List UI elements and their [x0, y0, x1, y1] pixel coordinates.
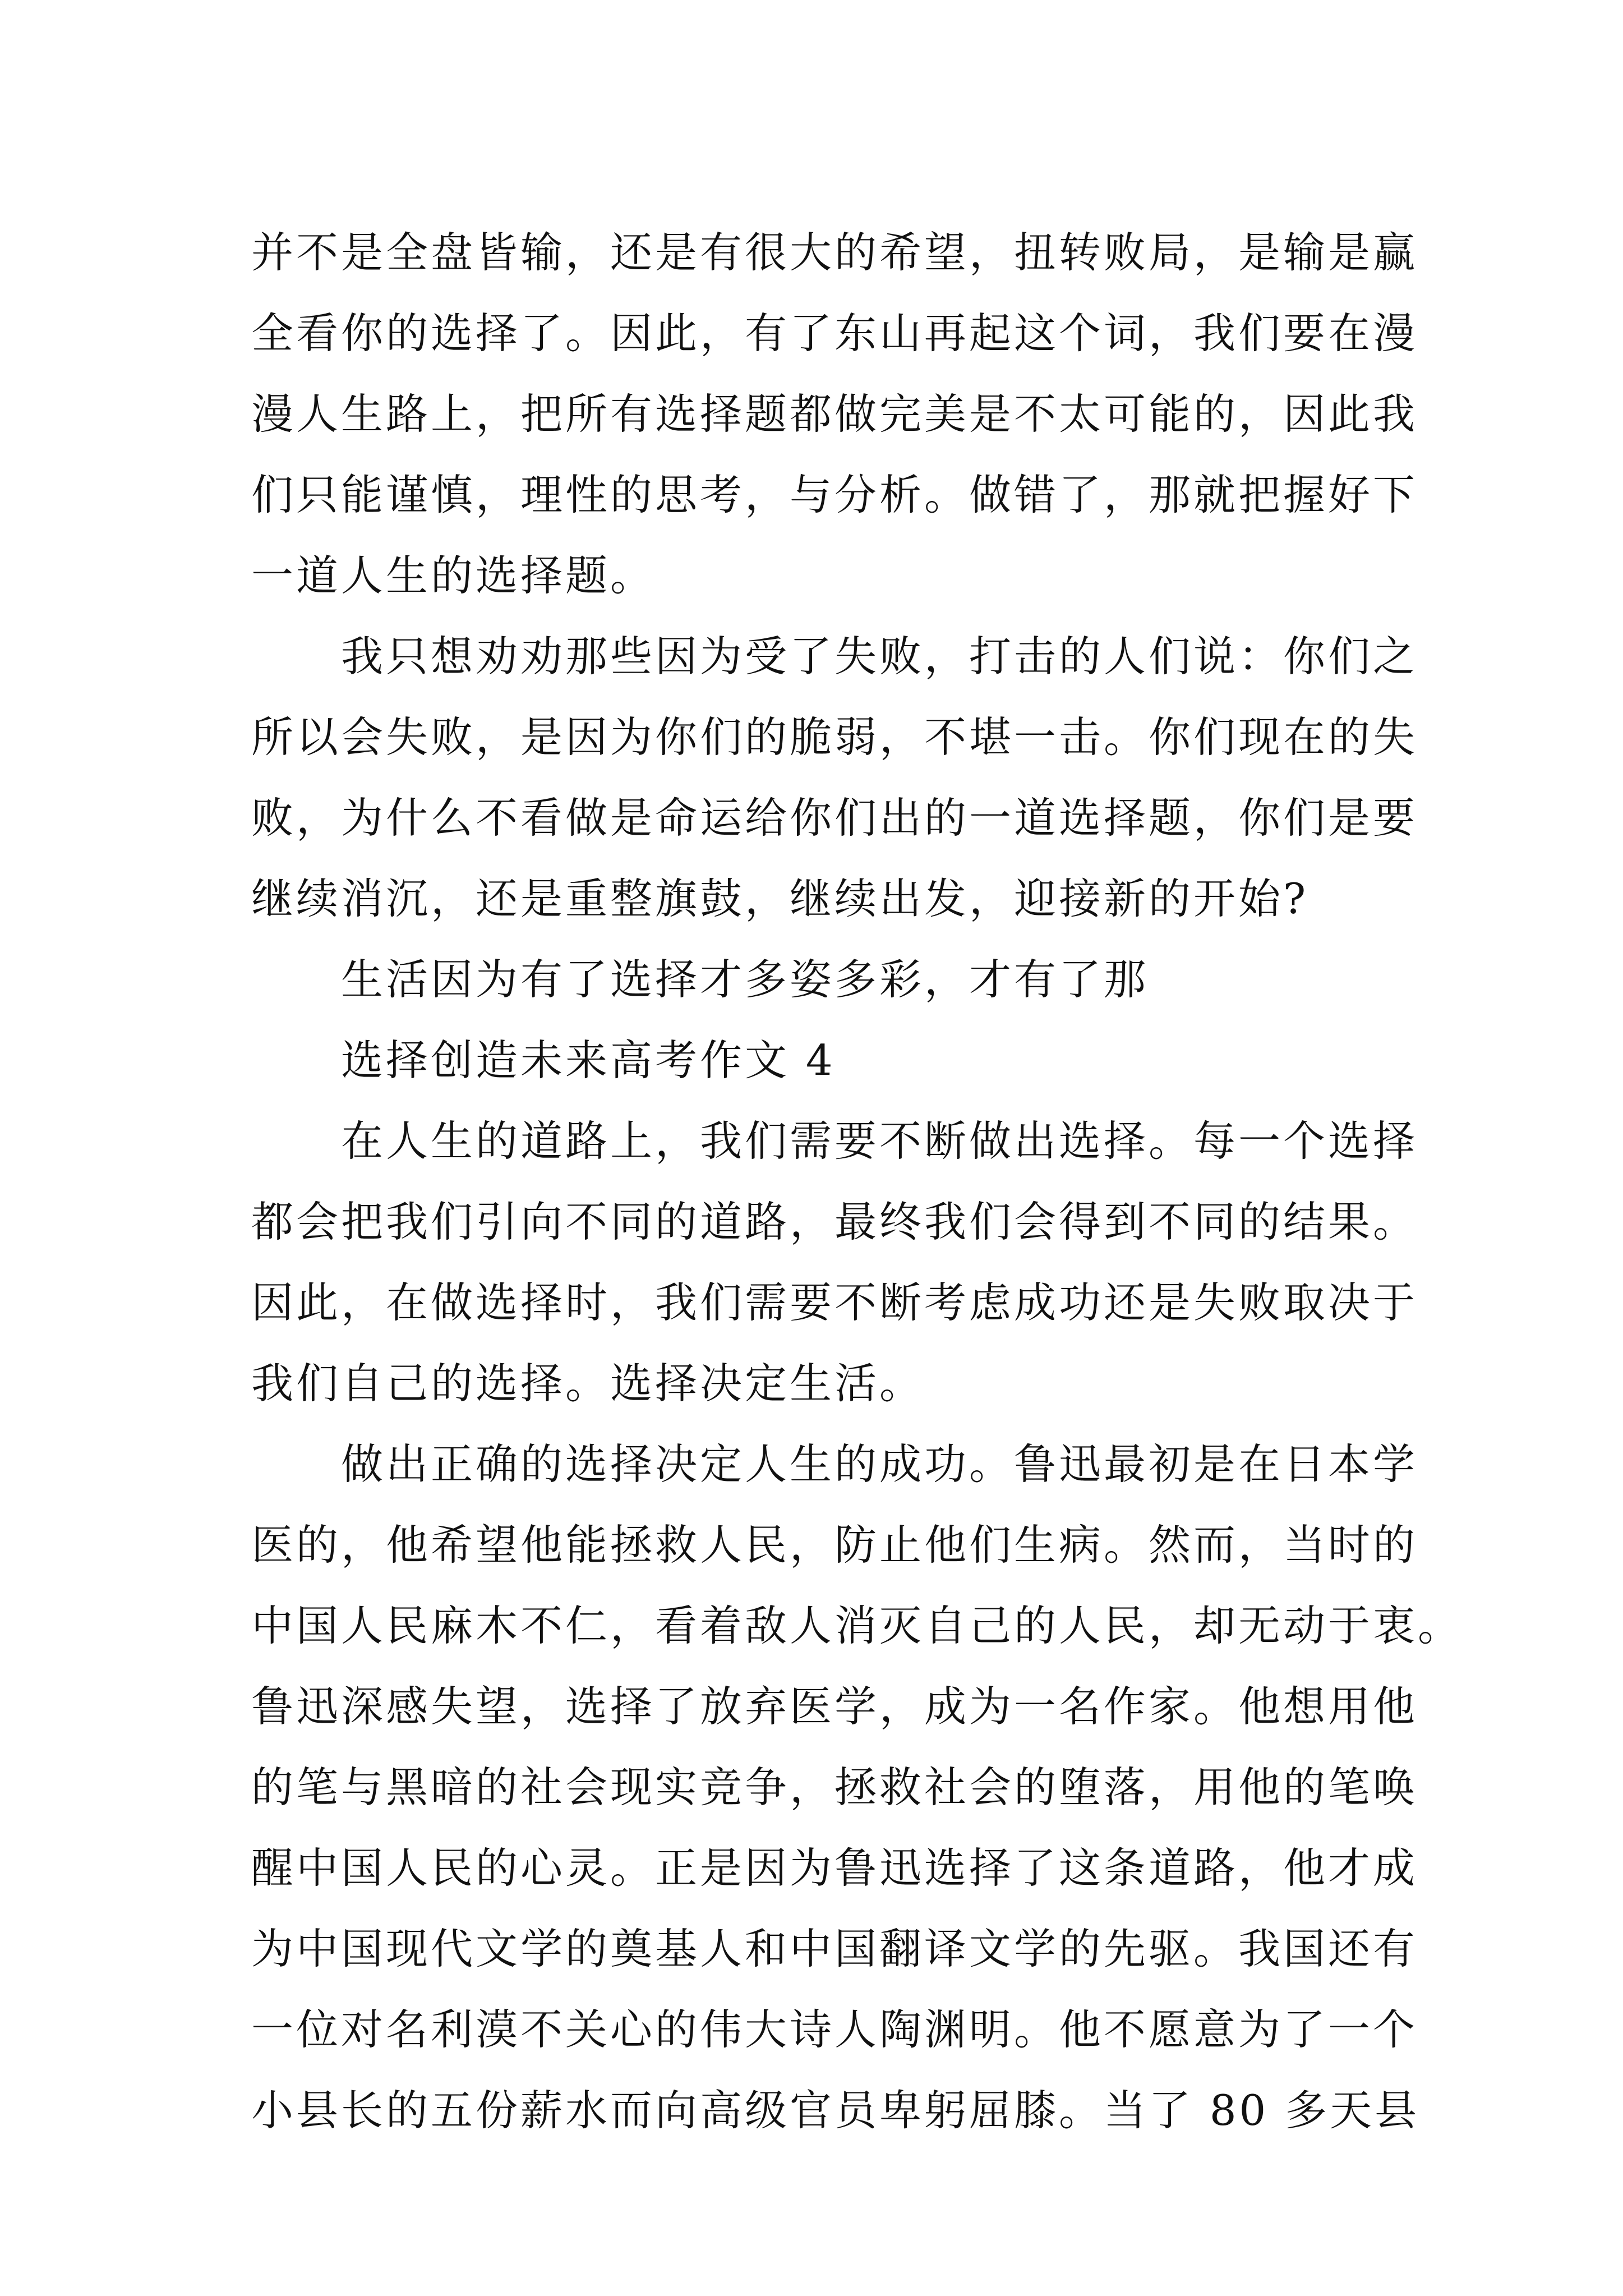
text-line: 鲁迅深感失望，选择了放弃医学，成为一名作家。他想用他: [251, 1682, 1418, 1731]
section-heading: 选择创造未来高考作文 4: [341, 1036, 836, 1085]
text-line: 并不是全盘皆输，还是有很大的希望，扭转败局，是输是赢: [251, 228, 1418, 277]
text-line: 们只能谨慎，理性的思考，与分析。做错了，那就把握好下: [251, 470, 1418, 519]
document-body: [251, 212, 1463, 2151]
text-line: 医的，他希望他能拯救人民，防止他们生病。然而，当时的: [251, 1520, 1418, 1570]
text-line: 全看你的选择了。因此，有了东山再起这个词，我们要在漫: [251, 309, 1418, 358]
text-line: 为中国现代文学的奠基人和中国翻译文学的先驱。我国还有: [251, 1924, 1418, 1973]
text-line: 中国人民麻木不仁，看着敌人消灭自己的人民，却无动于衷。: [251, 1601, 1463, 1650]
text-line: 一位对名利漠不关心的伟大诗人陶渊明。他不愿意为了一个: [251, 2005, 1418, 2054]
text-line: 败，为什么不看做是命运给你们出的一道选择题，你们是要: [251, 793, 1418, 843]
paragraph-first-line: 在人生的道路上，我们需要不断做出选择。每一个选择: [341, 1116, 1418, 1166]
text-line: 都会把我们引向不同的道路，最终我们会得到不同的结果。: [251, 1197, 1418, 1246]
text-line: 小县长的五份薪水而向高级官员卑躬屈膝。当了 80 多天县: [251, 2086, 1420, 2135]
paragraph-first-line: 做出正确的选择决定人生的成功。鲁迅最初是在日本学: [341, 1439, 1418, 1489]
text-line: 继续消沉，还是重整旗鼓，继续出发，迎接新的开始?: [251, 874, 1309, 923]
text-line: 我们自己的选择。选择决定生活。: [251, 1359, 925, 1408]
text-line: 醒中国人民的心灵。正是因为鲁迅选择了这条道路，他才成: [251, 1843, 1418, 1893]
text-line: 漫人生路上，把所有选择题都做完美是不太可能的，因此我: [251, 389, 1418, 439]
text-line: 所以会失败，是因为你们的脆弱，不堪一击。你们现在的失: [251, 712, 1418, 762]
text-line: 因此，在做选择时，我们需要不断考虑成功还是失败取决于: [251, 1278, 1418, 1327]
text-line: 一道人生的选择题。: [251, 551, 656, 600]
paragraph-first-line: 我只想劝劝那些因为受了失败，打击的人们说：你们之: [341, 632, 1418, 681]
paragraph-first-line: 生活因为有了选择才多姿多彩，才有了那: [341, 955, 1149, 1004]
text-line: 的笔与黑暗的社会现实竞争，拯救社会的堕落，用他的笔唤: [251, 1763, 1418, 1812]
